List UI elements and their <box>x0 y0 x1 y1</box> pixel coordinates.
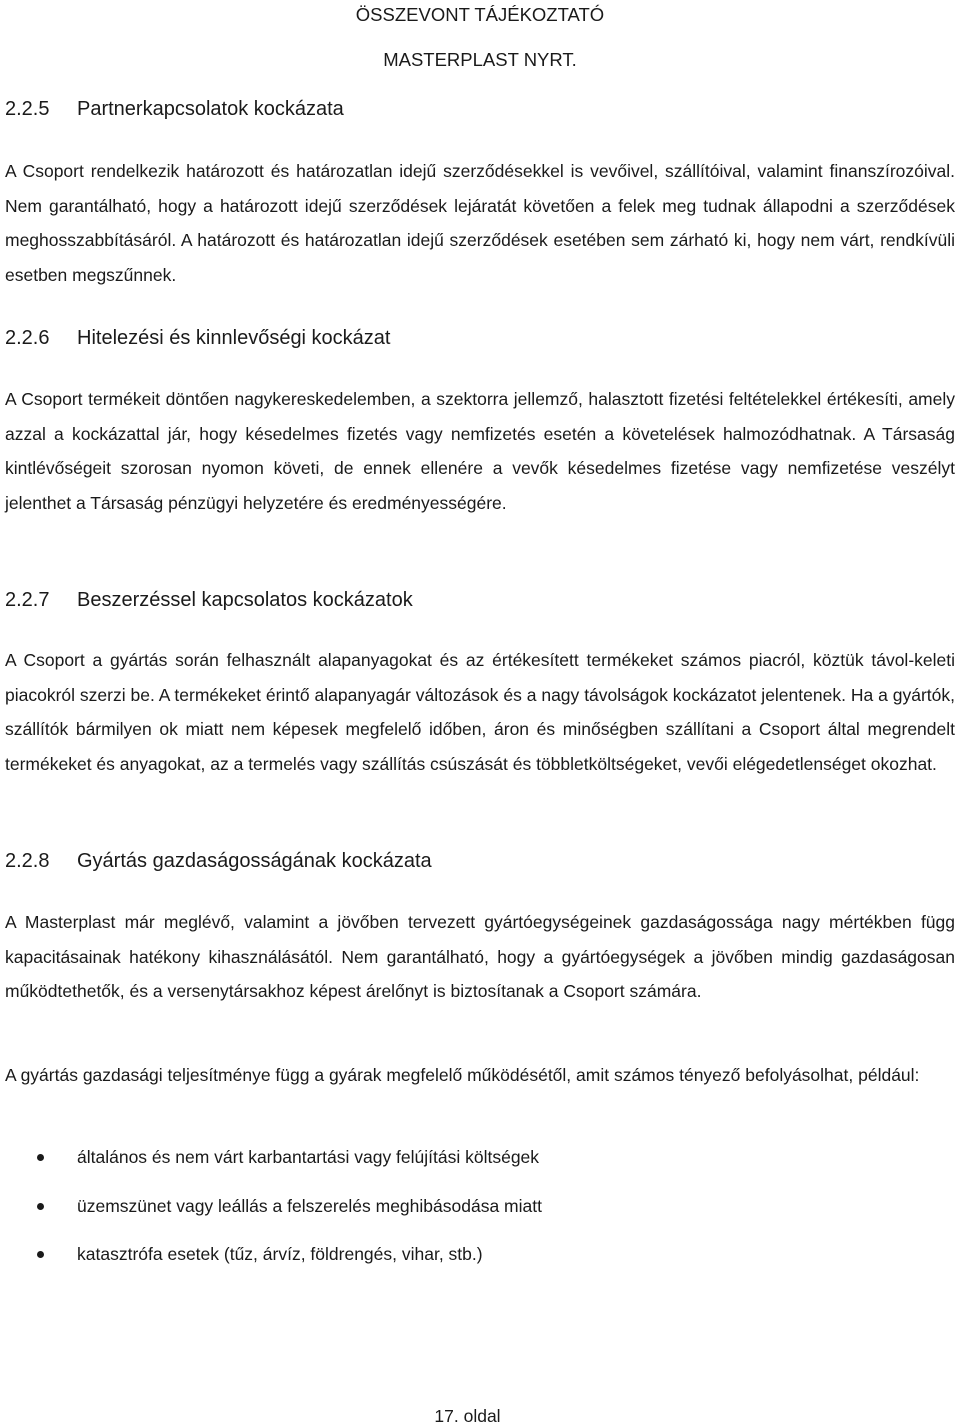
section-title: Partnerkapcsolatok kockázata <box>77 98 344 120</box>
list-item-text: katasztrófa esetek (tűz, árvíz, földrengés, vihar, stb.) <box>77 1244 483 1264</box>
section-heading-2-2-5 <box>5 97 344 121</box>
list-item-text: üzemszünet vagy leállás a felszerelés meghibásodása miatt <box>77 1195 542 1216</box>
section-heading-2-2-6 <box>5 326 391 350</box>
section-number: 2.2.7 <box>5 589 50 611</box>
section-title: Beszerzéssel kapcsolatos kockázatok <box>77 589 413 611</box>
paragraph: A Csoport rendelkezik határozott és határozatlan idejű szerződésekkel is vevőivel, szállítóival, valamint finanszírozóival. Nem garantálható, hogy a határozott idejű szerződések lejáratát követően a felek meg tudnak állapodni a szerződések meghosszabbításáról. A határozott és határozatlan idejű szerződések esetében sem zárható ki, hogy nem várt, rendkívüli esetben megszűnnek. <box>5 161 955 285</box>
paragraph: A Csoport a gyártás során felhasznált alapanyagokat és az értékesített termékeket számos piacról, köztük távol-keleti piacokról szerzi be. A termékeket érintő alapanyagár változások és a nagy távolságok kockázatot jelentenek. Ha a gyártók, szállítók bármilyen ok miatt nem képesek megfelelő időben, áron és minőségben szállítani a Csoport által megrendelt termékeket és anyagokat, az a termelés vagy szállítás csúszását és többletköltségeket, vevői elégedetlenséget okozhat. <box>5 650 955 774</box>
section-heading-2-2-8 <box>5 849 432 873</box>
section-heading-2-2-7 <box>5 588 413 612</box>
paragraph: A gyártás gazdasági teljesítménye függ a gyárak megfelelő működésétől, amit számos tényező befolyásolhat, például: <box>5 1065 920 1085</box>
paragraph: A Csoport termékeit döntően nagykereskedelemben, a szektorra jellemző, halasztott fizetési feltételekkel értékesíti, amely azzal a kockázattal jár, hogy késedelmes fizetés vagy nemfizetés esetén a követelések halmozódhatnak. A Társaság kintlévőségeit szorosan nyomon követi, de ennek ellenére a vevők késedelmes fizetése vagy nemfizetése veszélyt jelenthet a Társaság pénzügyi helyzetére és eredményességére. <box>5 389 955 513</box>
section-number: 2.2.6 <box>5 327 50 349</box>
paragraph: A Masterplast már meglévő, valamint a jövőben tervezett gyártóegységeinek gazdaságossága nagy mértékben függ kapacitásainak hatékony kihasználásától. Nem garantálható, hogy a gyártóegységek a jövőben mindig gazdaságosan működtethetők, és a versenytársakhoz képest árelőnyt is biztosítanak a Csoport számára. <box>5 912 955 1001</box>
list-item <box>0 1189 542 1238</box>
list-item-text: általános és nem várt karbantartási vagy felújítási költségek <box>77 1147 540 1167</box>
document-title: ÖSSZEVONT TÁJÉKOZTATÓ <box>355 4 605 25</box>
bullet-icon <box>37 1251 44 1258</box>
section-title: Hitelezési és kinnlevőségi kockázat <box>77 327 391 349</box>
section-title: Gyártás gazdaságosságának kockázata <box>77 850 432 872</box>
bullet-icon <box>37 1203 44 1210</box>
bullet-list <box>0 1140 542 1286</box>
bullet-icon <box>37 1154 44 1161</box>
list-item <box>0 1237 542 1286</box>
section-number: 2.2.8 <box>5 850 50 872</box>
page-number: 17. oldal <box>434 1406 501 1426</box>
company-name: MASTERPLAST NYRT. <box>383 49 577 70</box>
section-number: 2.2.5 <box>5 98 50 120</box>
list-item <box>0 1140 542 1189</box>
